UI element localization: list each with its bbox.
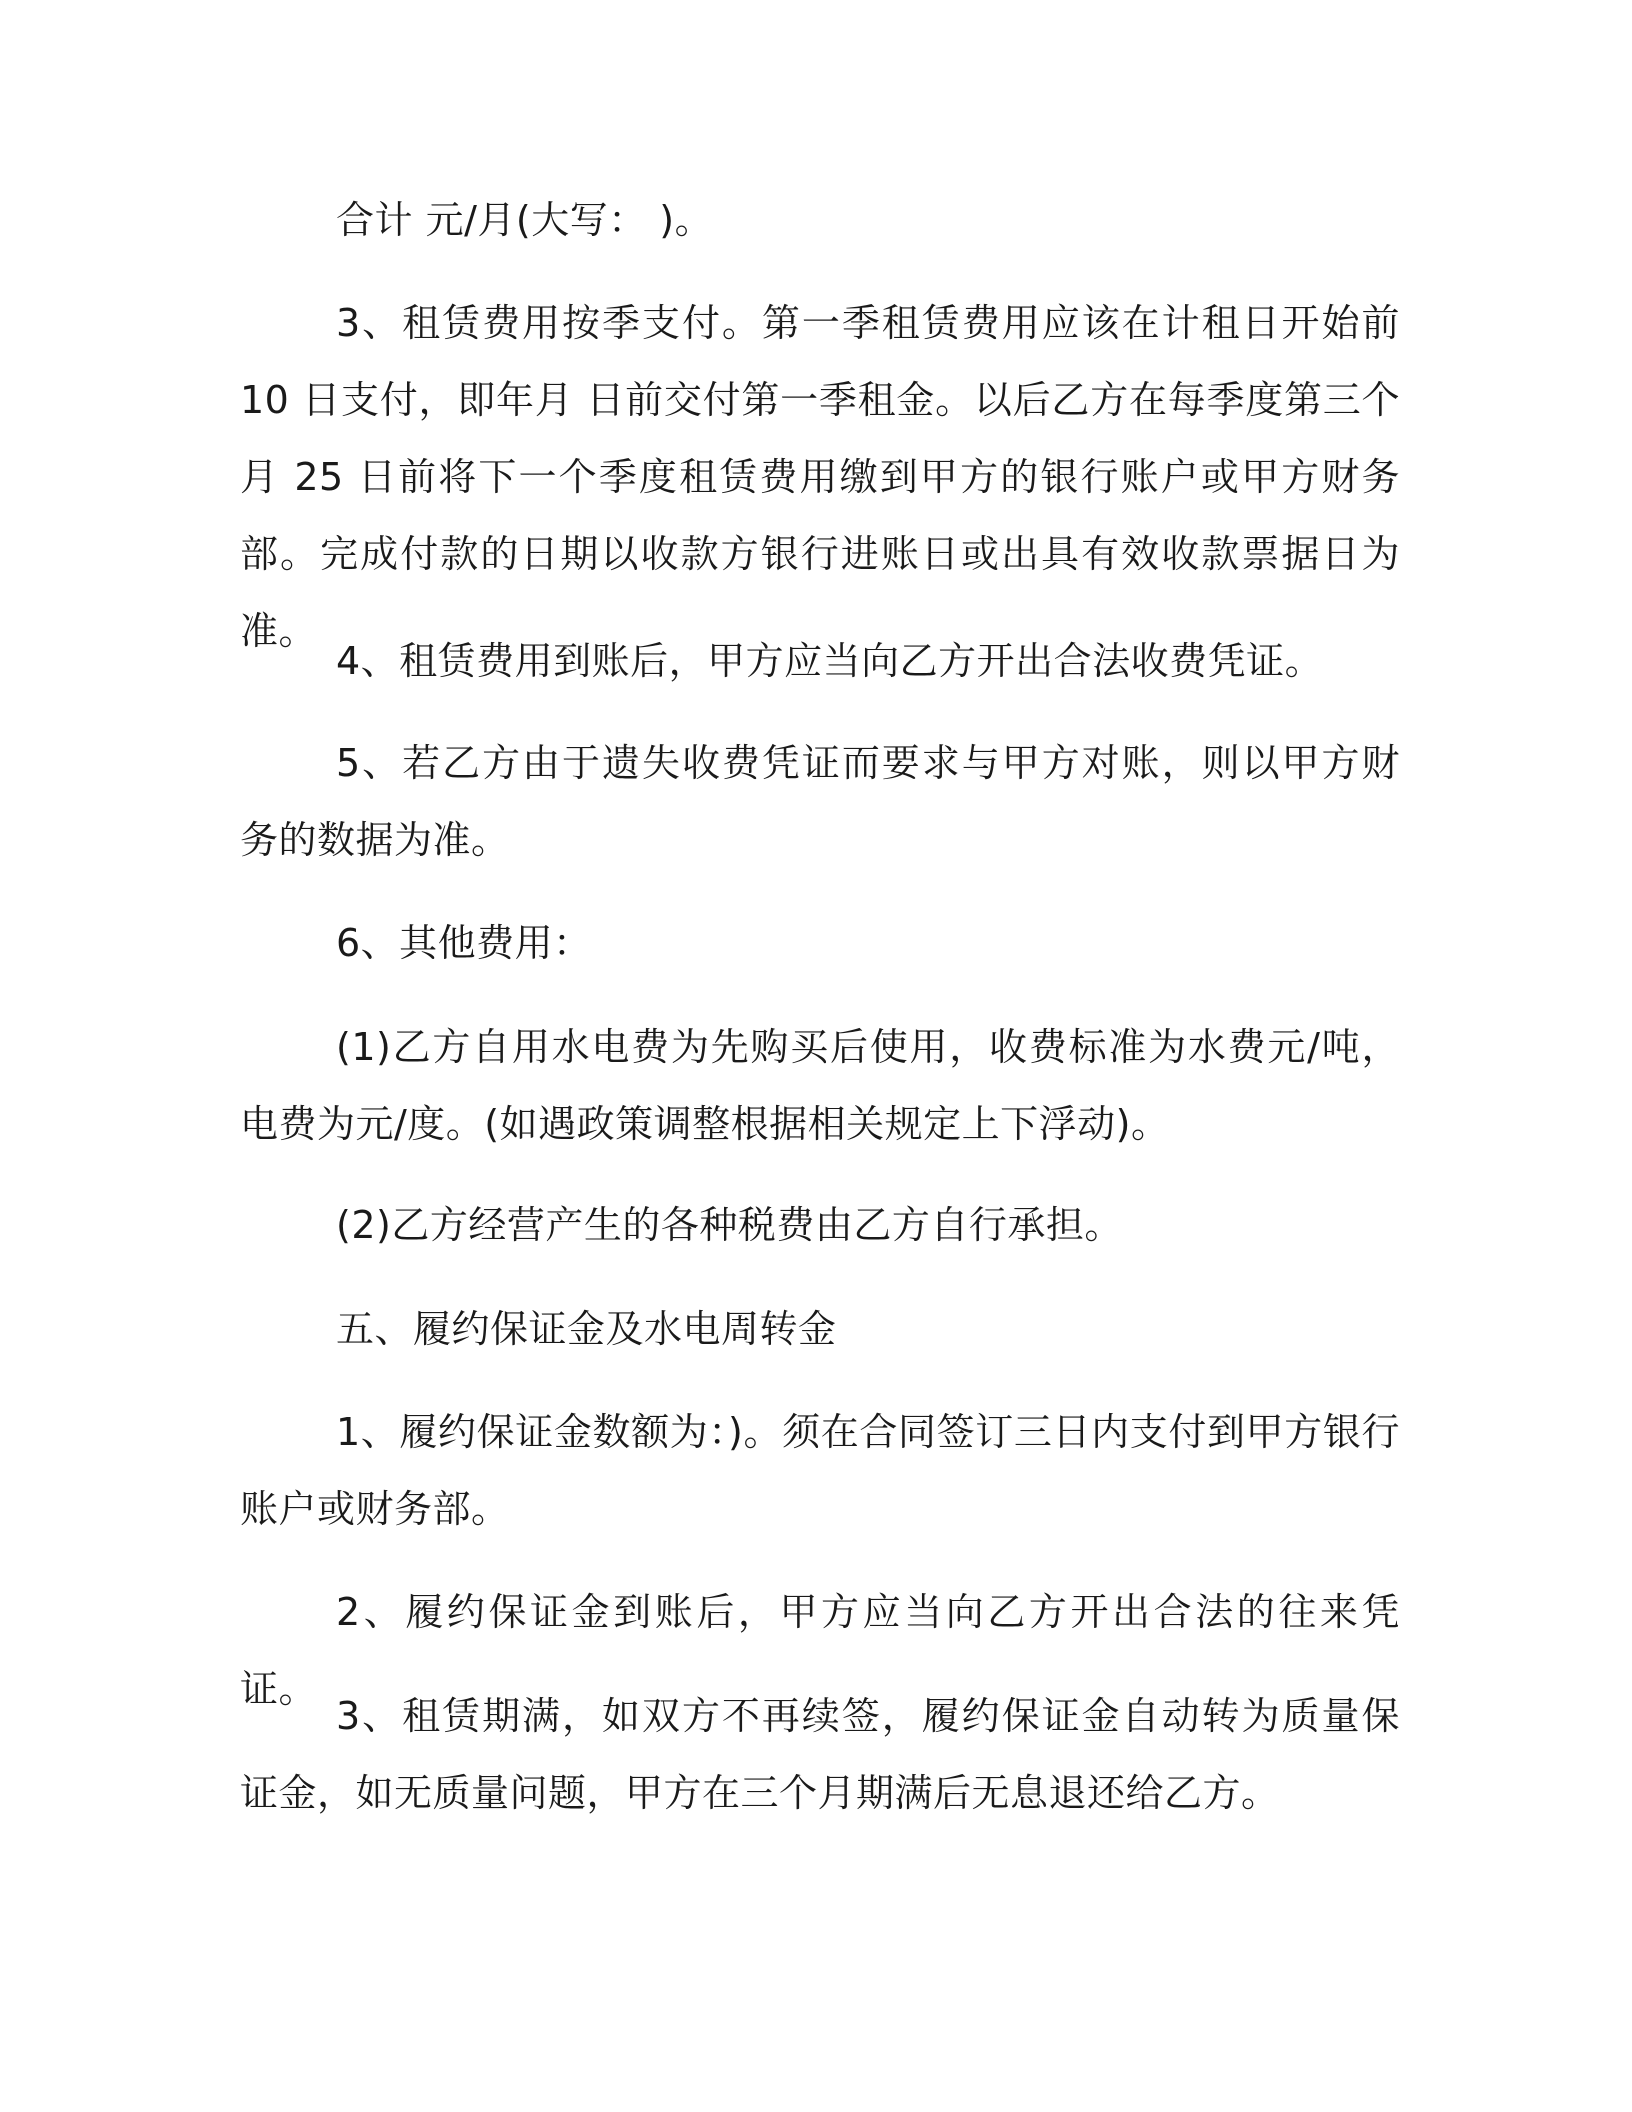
paragraph-utility-fees: (1)乙方自用水电费为先购买后使用，收费标准为水费元/吨，电费为元/度。(如遇政策调整根据相关规定上下浮动)。	[240, 1025, 1400, 1146]
section-heading-deposit: 五、履约保证金及水电周转金	[336, 1307, 837, 1351]
paragraph-total-rent: 合计 元/月(大写： )。	[336, 198, 714, 242]
paragraph-receipt-issue: 4、租赁费用到账后，甲方应当向乙方开出合法收费凭证。	[336, 639, 1324, 683]
paragraph-deposit-receipt: 2、履约保证金到账后，甲方应当向乙方开出合法的往来凭证。	[240, 1590, 1400, 1711]
paragraph-lost-receipt: 5、若乙方由于遗失收费凭证而要求与甲方对账，则以甲方财务的数据为准。	[240, 741, 1400, 862]
paragraph-taxes: (2)乙方经营产生的各种税费由乙方自行承担。	[336, 1203, 1123, 1247]
paragraph-deposit-amount: 1、履约保证金数额为：)。须在合同签订三日内支付到甲方银行账户或财务部。	[240, 1410, 1400, 1531]
paragraph-other-fees-heading: 6、其他费用：	[336, 921, 592, 965]
paragraph-quarterly-payment: 3、租赁费用按季支付。第一季租赁费用应该在计租日开始前 10 日支付，即年月 日前交付第一季租金。以后乙方在每季度第三个月 25 日前将下一个季度租赁费用缴到甲方的银行账户或甲方财务部。完成付款的日期以收款方银行进账日或出具有效收款票据日为准。	[240, 301, 1400, 653]
paragraph-deposit-refund: 3、租赁期满，如双方不再续签，履约保证金自动转为质量保证金，如无质量问题，甲方在三个月期满后无息退还给乙方。	[240, 1694, 1400, 1815]
